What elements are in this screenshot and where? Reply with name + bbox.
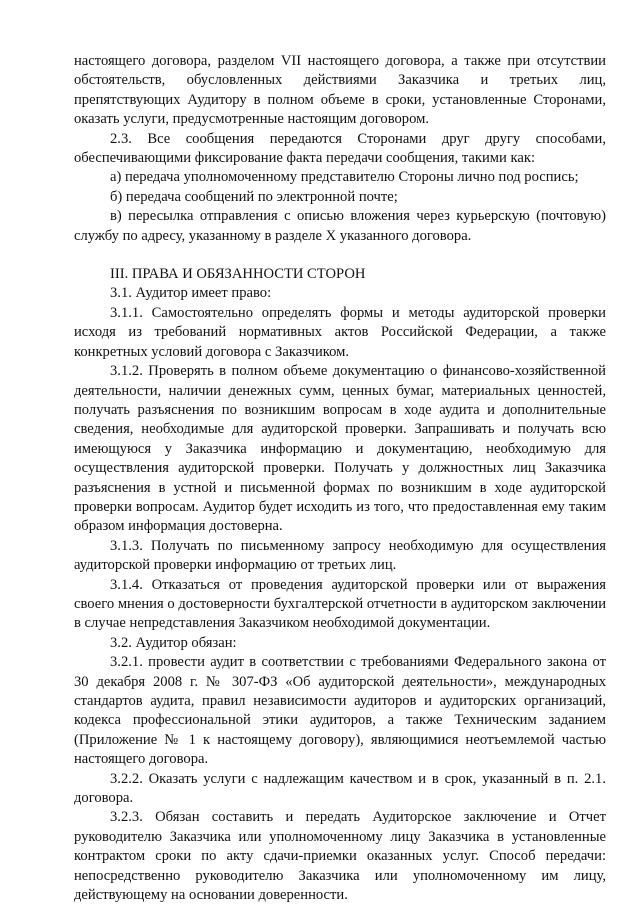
list-item-b: б) передача сообщений по электронной почте; bbox=[110, 188, 398, 205]
section-heading-iii: III. ПРАВА И ОБЯЗАННОСТИ СТОРОН bbox=[110, 266, 366, 283]
paragraph-continuation: настоящего договора, разделом VII настоящего договора, а также при отсутствии обстоятельств, обусловленных действиями Заказчика и третьих лиц, препятствующих Аудитору в полном объеме в сроки, установленные Сторонами, оказать услуги, предусмотренные настоящим договором. bbox=[74, 53, 606, 128]
paragraph-3-1: 3.1. Аудитор имеет право: bbox=[110, 285, 272, 302]
paragraph-3-1-3: 3.1.3. Получать по письменному запросу необходимую для осуществления аудиторской проверки информацию от третьих лиц. bbox=[74, 537, 606, 574]
paragraph-3-1-4: 3.1.4. Отказаться от проведения аудиторской проверки или от выражения своего мнения о достоверности бухгалтерской отчетности в аудиторском заключении в случае непредставления Заказчиком необходимой документации. bbox=[74, 576, 606, 632]
paragraph-3-2-1: 3.2.1. провести аудит в соответствии с требованиями Федерального закона от 30 декабря 2008 г. № 307-ФЗ «Об аудиторской деятельности», международных стандартов аудита, правил независимости аудиторов и аудиторских организаций, кодекса профессиональной этики аудиторов, а также Техническим заданием (Приложение № 1 к настоящему договору), являющимися неотъемлемой частью настоящего договора. bbox=[74, 654, 606, 768]
paragraph-3-2-3: 3.2.3. Обязан составить и передать Аудиторское заключение и Отчет руководителю Заказчика или уполномоченному лицу Заказчика в установленные контрактом сроки по акту сдачи-приемки оказанных услуг. Способ передачи: непосредственно руководителю Заказчика или уполномоченному им лицу, действующему на основании доверенности. bbox=[74, 809, 606, 904]
list-item-c: в) пересылка отправления с описью вложения через курьерскую (почтовую) службу по адресу, указанному в разделе X указанного договора. bbox=[74, 208, 606, 244]
paragraph-3-1-2: 3.1.2. Проверять в полном объеме документацию о финансово-хозяйственной деятельности, наличии денежных сумм, ценных бумаг, материальных ценностей, получать разъяснения по возникшим вопросам в ходе аудита и дополнительные сведения, необходимые для аудиторской проверки. Запрашивать и получать всю имеющуюся у Заказчика информацию и документацию, необходимую для осуществления аудиторской проверки. Получать у должностных лиц Заказчика разъяснения в устной и письменной формах по возникшим в ходе аудиторской проверки вопросам. Аудитор будет исходить из того, что предоставленная ему таким образом информация достоверна. bbox=[74, 363, 606, 535]
document-page bbox=[74, 52, 606, 905]
paragraph-2-3: 2.3. Все сообщения передаются Сторонами друг другу способами, обеспечивающими фиксирование факта передачи сообщения, такими как: bbox=[74, 130, 606, 167]
spacer bbox=[74, 246, 606, 265]
paragraph-3-1-1: 3.1.1. Самостоятельно определять формы и методы аудиторской проверки исходя из требований нормативных актов Российской Федерации, а также конкретных условий договора с Заказчиком. bbox=[74, 304, 606, 360]
list-item-a: а) передача уполномоченному представителю Стороны лично под роспись; bbox=[110, 169, 579, 186]
paragraph-3-2: 3.2. Аудитор обязан: bbox=[110, 634, 237, 651]
paragraph-3-2-2: 3.2.2. Оказать услуги с надлежащим качеством и в срок, указанный в п. 2.1. договора. bbox=[74, 770, 606, 807]
